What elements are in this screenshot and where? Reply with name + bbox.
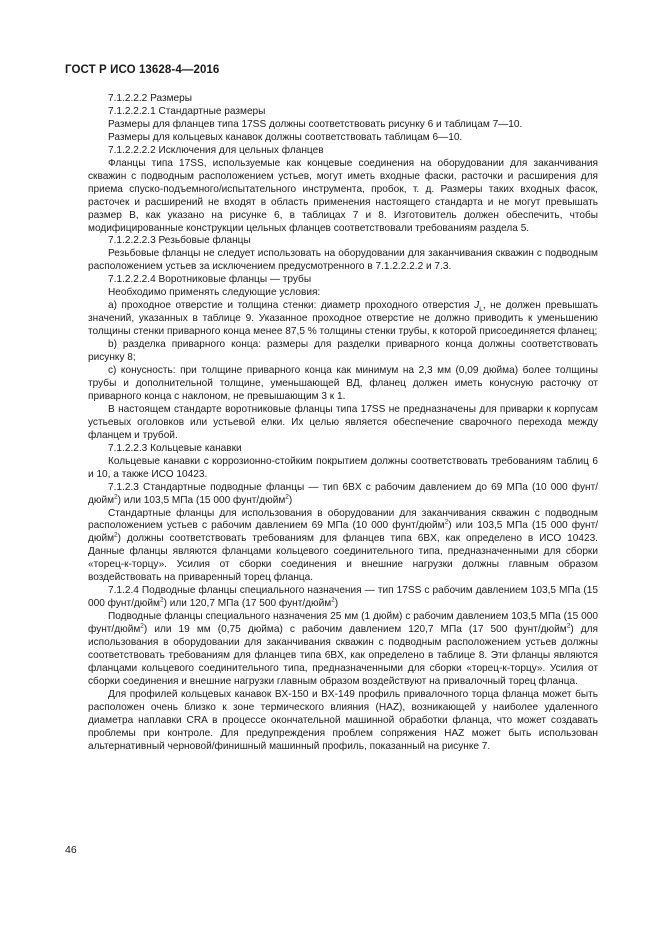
section-heading-7-1-2-2-2-2: 7.1.2.2.2.2 Исключения для цельных фланцев xyxy=(108,144,324,156)
symbol-j: J xyxy=(474,300,480,312)
paragraph-weld-neck-intro: Необходимо применять следующие условия: xyxy=(108,287,321,299)
list-item-b: b) разделка приварного конца: размеры для разделки приварного конца должны соответствовать рисунку 8; xyxy=(88,339,598,364)
section-heading-7-1-2-2-2-4: 7.1.2.2.2.4 Воротниковые фланцы — трубы xyxy=(108,274,312,286)
document-header: ГОСТ Р ИСО 13628-4—2016 xyxy=(65,64,220,76)
paragraph-integral-flange-exceptions: Фланцы типа 17SS, используемые как концевые соединения на оборудовании для заканчивания скважин с подводным расположением устьев, могут иметь входные фаски, расточки и расширения для приема спуско-подъемного/испытательного инструмента, пробок, т. д. Размеры таких входных фасок, расточек и расширений не входят в область применения настоящего стандарта и не могут превышать размер В, как указано на рисунке 6, в таблицах 7 и 8. Изготовитель должен обеспечить, чтобы модифицированные конструкции цельных фланцев соответствовали требованиям раздела 5. xyxy=(88,157,598,234)
paragraph-standard-sizes-grooves: Размеры для кольцевых канавок должны соответствовать таблицам 6—10. xyxy=(108,131,463,143)
section-heading-7-1-2-2-2-1: 7.1.2.2.2.1 Стандартные размеры xyxy=(108,105,266,117)
paragraph-haz-profile: Для профилей кольцевых канавок BX-150 и BX-149 профиль привалочного торца фланца может быть расположен очень близко к зоне термического влияния (HAZ), возникающей у наиболее удаленного диаметра наплавки CRA в процессе окончательной машинной обработки фланца, что может создавать проблемы при контроле. Для предупреждения проблем сопряжения HAZ может быть использован альтернативный черновой/финишный машинный профиль, показанный на рисунке 7. xyxy=(88,688,598,752)
section-heading-7-1-2-2-2: 7.1.2.2.2 Размеры xyxy=(108,93,193,104)
section-heading-7-1-2-2-2-3: 7.1.2.2.2.3 Резьбовые фланцы xyxy=(108,235,251,247)
paragraph-17ss-flanges: Подводные фланцы специального назначения 25 мм (1 дюйм) с рабочим давлением 103,5 МПа (15 000 фунт/дюйм$^2$) или 19 мм (0,75 дюйма) с рабочим давлением 120,7 МПа (17 500 фунт/дюйм$^2$) для использования в оборудовании для заканчивания скважин с подводным расположением устьев должны соответствовать требованиям для фланцев типа 6BX, как определено в таблице 8. Эти фланцы являются фланцами кольцевого соединительного типа, предназначенными для сборки «торец-к-торцу». Усилия от сборки соединения и внешние нагрузки главным образом воздействуют на привалочный торец фланца. xyxy=(88,611,598,687)
page-number: 46 xyxy=(65,844,77,856)
section-heading-7-1-2-3: 7.1.2.3 Стандартные подводные фланцы — тип 6BX с рабочим давлением до 69 МПа (10 000 фунт/дюйм$^2$) или 103,5 МПа (15 000 фунт/дюйм$^2$) xyxy=(88,481,598,506)
section-heading-7-1-2-4: 7.1.2.4 Подводные фланцы специального назначения — тип 17SS с рабочим давлением 103,5 МПа (15 000 фунт/дюйм$^2$) или 120,7 МПа (17 500 фунт/дюйм$^2$) xyxy=(88,585,598,610)
subscript-l: L xyxy=(479,306,483,314)
section-heading-7-1-2-2-3: 7.1.2.2.3 Кольцевые канавки xyxy=(108,442,242,454)
document-body xyxy=(88,93,598,754)
paragraph-weld-neck-note: В настоящем стандарте воротниковые фланцы типа 17SS не предназначены для приварки к корпусам устьевых оголовков или устьевой елки. Их целью является обеспечение сварочного перехода между фланцем и трубой. xyxy=(88,403,598,441)
list-item-a: a) проходное отверстие и толщина стенки: диаметр проходного отверстия $J_L$, не должен превышать значений, указанных в таблице 9. Указанное проходное отверстие не должно приводить к уменьшению толщины стенки приварного конца менее 87,5 % толщины стенки трубы, к которой присоединяется фланец; xyxy=(88,300,598,338)
paragraph-ring-grooves: Кольцевые канавки с коррозионно-стойким покрытием должны соответствовать требованиям таблиц 6 и 10, а также ИСО 10423. xyxy=(88,455,598,480)
paragraph-threaded-flanges: Резьбовые фланцы не следует использовать на оборудовании для заканчивания скважин с подводным расположением устьев за исключением предусмотренного в 7.1.2.2.2.2 и 7.3. xyxy=(88,248,598,273)
list-item-c: c) конусность: при толщине приварного конца как минимум на 2,3 мм (0,09 дюйма) более толщины трубы и дополнительной толщине, уменьшающей ВД, фланец должен иметь конусную расточку от приварного конца с наклоном, не превышающим 3 к 1. xyxy=(88,365,598,402)
paragraph-standard-sizes-flanges: Размеры для фланцев типа 17SS должны соответствовать рисунку 6 и таблицам 7—10. xyxy=(108,118,523,130)
paragraph-6bx-flanges: Стандартные фланцы для использования в оборудовании для заканчивания скважин с подводным расположением устьев с рабочим давлением 69 МПа (10 000 фунт/дюйм$^2$) или 103,5 МПа (15 000 фунт/дюйм$^2$) должны соответствовать требованиям для фланцев типа 6BX, как определено в ИСО 10423. Данные фланцы являются фланцами кольцевого соединительного типа, предназначенными для сборки «торец-к-торцу». Усилия от сборки соединения и внешние нагрузки должны главным образом воздействовать на приваренный торец фланца. xyxy=(88,507,599,584)
